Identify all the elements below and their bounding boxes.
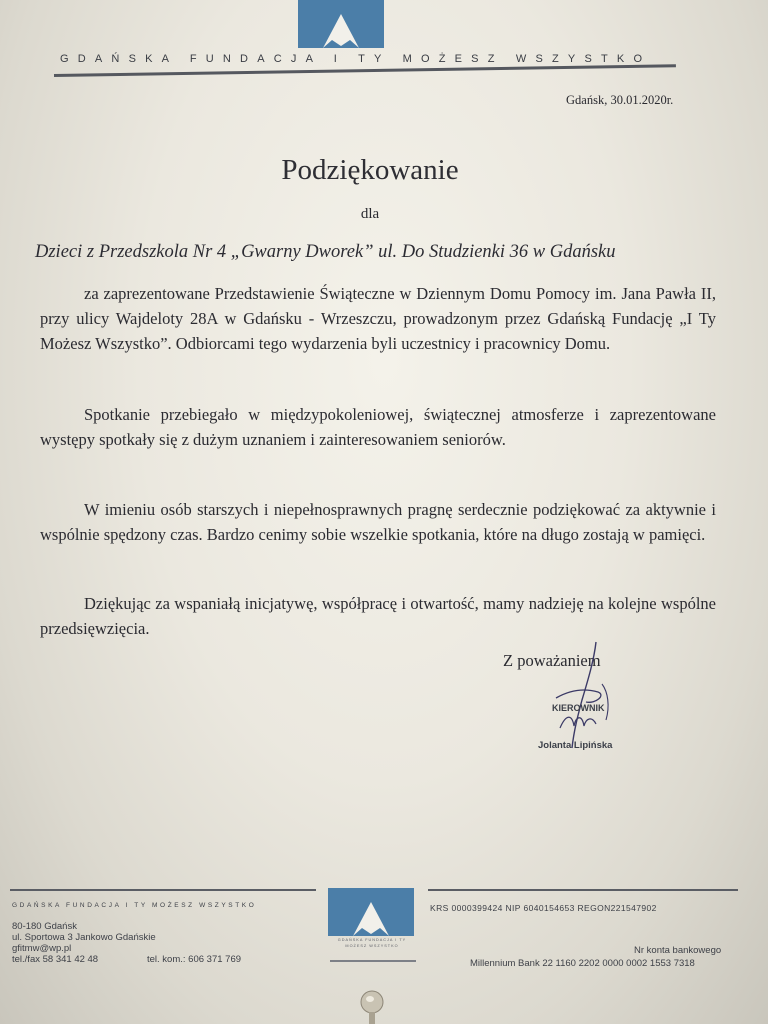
footer-mobile-phone: tel. kom.: 606 371 769 [147, 954, 242, 965]
foundation-logo-bottom [328, 888, 414, 936]
footer-bank-account: Millennium Bank 22 1160 2202 0000 0002 1553 7318 [470, 958, 695, 969]
letterhead-rule [54, 64, 676, 77]
paragraph-2-text: Spotkanie przebiegało w międzypokoleniowej, świątecznej atmosferze i zaprezentowane występy spotkały się z dużym uznaniem i zainteresowaniem seniorów. [40, 405, 716, 449]
footer-logo-caption: GDAŃSKA FUNDACJA I TY MOŻESZ WSZYSTKO [337, 938, 407, 948]
footer-logo-rule [330, 960, 416, 962]
letter-closing: Z poważaniem [503, 651, 601, 670]
letter-paragraph-3 [40, 497, 716, 547]
letter-paragraph-1 [40, 281, 716, 356]
foundation-logo-top [298, 0, 384, 48]
letter-paragraph-2 [40, 402, 716, 452]
address-line: 80-180 Gdańsk [12, 921, 77, 932]
footer-address [12, 921, 156, 965]
email-line: gfitmw@wp.pl [12, 943, 72, 954]
address-line: ul. Sportowa 3 Jankowo Gdańskie [12, 932, 156, 943]
letter-paragraph-4 [40, 591, 716, 641]
paragraph-1-text: za zaprezentowane Przedstawienie Świąteczne w Dziennym Domu Pomocy im. Jana Pawła II, przy ulicy Wajdeloty 28A w Gdańsku - Wrzeszczu, prowadzonym przez Gdańską Fundację „I Ty Możesz Wszystko”. Odbiorcami tego wydarzenia byli uczestnicy i pracownicy Domu. [40, 284, 716, 353]
paragraph-3-text: W imieniu osób starszych i niepełnosprawnych pragnę serdecznie podziękować za aktywnie i wspólnie spędzony czas. Bardzo cenimy sobie wszelkie spotkania, które na długo zostają w pamięci. [40, 500, 716, 544]
footer-rule-left [10, 889, 316, 891]
letter-for-label: dla [360, 206, 380, 222]
footer-registry-numbers: KRS 0000399424 NIP 6040154653 REGON221547902 [430, 903, 657, 913]
fax-line: tel./fax 58 341 42 48 [12, 954, 99, 965]
letter-recipient: Dzieci z Przedszkola Nr 4 „Gwarny Dworek” ul. Do Studzienki 36 w Gdańsku [35, 242, 616, 262]
letter-date: Gdańsk, 30.01.2020r. [566, 93, 674, 107]
frame-pin-icon [356, 988, 388, 1024]
stamp-title: KIEROWNIK [552, 703, 605, 713]
footer-org-name: GDAŃSKA FUNDACJA I TY MOŻESZ WSZYSTKO [12, 902, 257, 909]
footer-bank-label: Nr konta bankowego [634, 945, 722, 956]
stamp-name: Jolanta Lipińska [538, 740, 613, 751]
paragraph-4-text: Dziękując za wspaniałą inicjatywę, współpracę i otwartość, mamy nadzieję na kolejne wspólne przedsięwzięcia. [40, 594, 716, 638]
letter-title: Podziękowanie [281, 154, 459, 186]
footer-rule-right [428, 889, 738, 891]
letterhead-org-name: GDAŃSKA FUNDACJA I TY MOŻESZ WSZYSTKO [60, 53, 652, 65]
